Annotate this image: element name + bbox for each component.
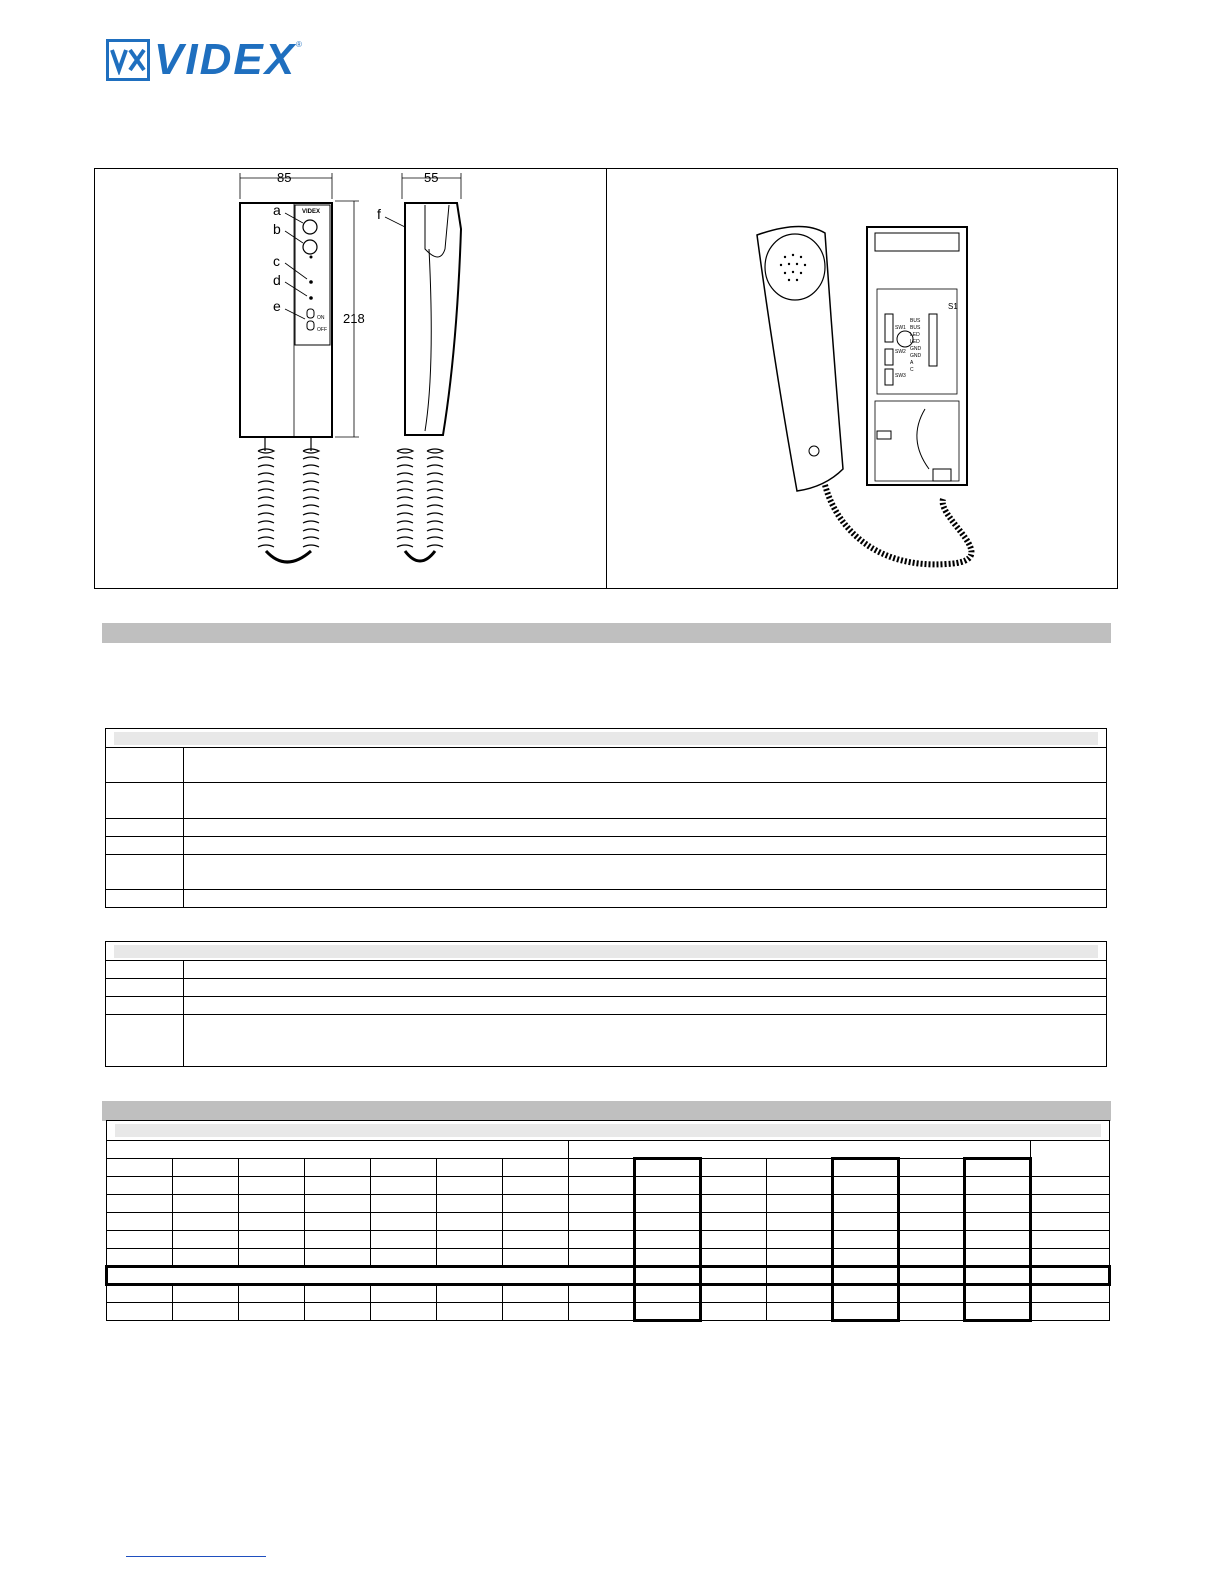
registered-mark: ® <box>296 40 302 49</box>
dip-switch-label: SW2 <box>894 349 906 355</box>
callout-d: d <box>273 272 281 288</box>
switch-on-label: ON <box>317 315 325 321</box>
terminal-label: A <box>909 360 913 366</box>
table-row <box>107 1195 1110 1213</box>
width-dimension: 85 <box>277 170 292 185</box>
table-row <box>107 1285 1110 1303</box>
settings-grid <box>105 1120 1111 1322</box>
panel-brand: VIDEX <box>302 209 321 215</box>
table-row <box>106 819 1107 837</box>
table-row <box>107 1159 1110 1177</box>
terminal-label: LED <box>909 332 920 338</box>
table-row <box>106 890 1107 908</box>
group-header-end <box>1031 1141 1110 1177</box>
section-header-bar <box>102 1101 1111 1121</box>
table-row <box>106 1015 1107 1067</box>
table-header <box>114 732 1098 745</box>
dip-switch-label: SW1 <box>894 325 906 331</box>
logo-mark-icon <box>106 39 150 81</box>
handset-interior-drawing <box>607 169 1118 590</box>
table-header <box>114 945 1098 958</box>
table-row <box>107 1213 1110 1231</box>
group-header-right <box>569 1141 1031 1159</box>
footer-link[interactable] <box>126 1556 266 1557</box>
depth-dimension: 55 <box>424 170 439 185</box>
table-row <box>107 1177 1110 1195</box>
table-row <box>107 1249 1110 1267</box>
interior-drawing <box>607 169 1118 588</box>
table-row <box>106 855 1107 890</box>
table-row <box>107 1267 1110 1285</box>
terminal-label: GND <box>909 353 921 359</box>
dip-switch-label: SW3 <box>894 373 906 379</box>
callout-e: e <box>273 298 281 314</box>
callout-a: a <box>273 202 281 218</box>
callout-b: b <box>273 221 281 237</box>
brand-name: VIDEX <box>154 35 297 84</box>
dimension-drawings <box>95 169 607 588</box>
callout-f: f <box>377 206 381 222</box>
terminal-label: LED <box>909 339 920 345</box>
table-header <box>115 1124 1101 1137</box>
terminal-label: BUS <box>909 318 920 324</box>
section-header-bar <box>102 623 1111 643</box>
group-header-left <box>107 1141 569 1159</box>
table-row <box>106 748 1107 783</box>
terminal-label: GND <box>909 346 921 352</box>
switch-off-label: OFF <box>317 327 327 333</box>
table-row <box>107 1231 1110 1249</box>
table-row <box>106 837 1107 855</box>
height-dimension: 218 <box>343 311 365 326</box>
terminal-label: BUS <box>909 325 920 331</box>
terminal-label: C <box>909 367 914 373</box>
table-row <box>106 783 1107 819</box>
switch-s1-label: S1 <box>947 302 958 311</box>
front-side-view-drawing <box>95 169 607 590</box>
function-table <box>105 728 1107 908</box>
table-row <box>107 1303 1110 1321</box>
callout-c: c <box>273 253 280 269</box>
terminal-table <box>105 941 1107 1067</box>
table-row <box>106 997 1107 1015</box>
table-row <box>106 961 1107 979</box>
videx-logo <box>106 35 302 84</box>
table-row <box>106 979 1107 997</box>
product-figure <box>94 168 1118 589</box>
